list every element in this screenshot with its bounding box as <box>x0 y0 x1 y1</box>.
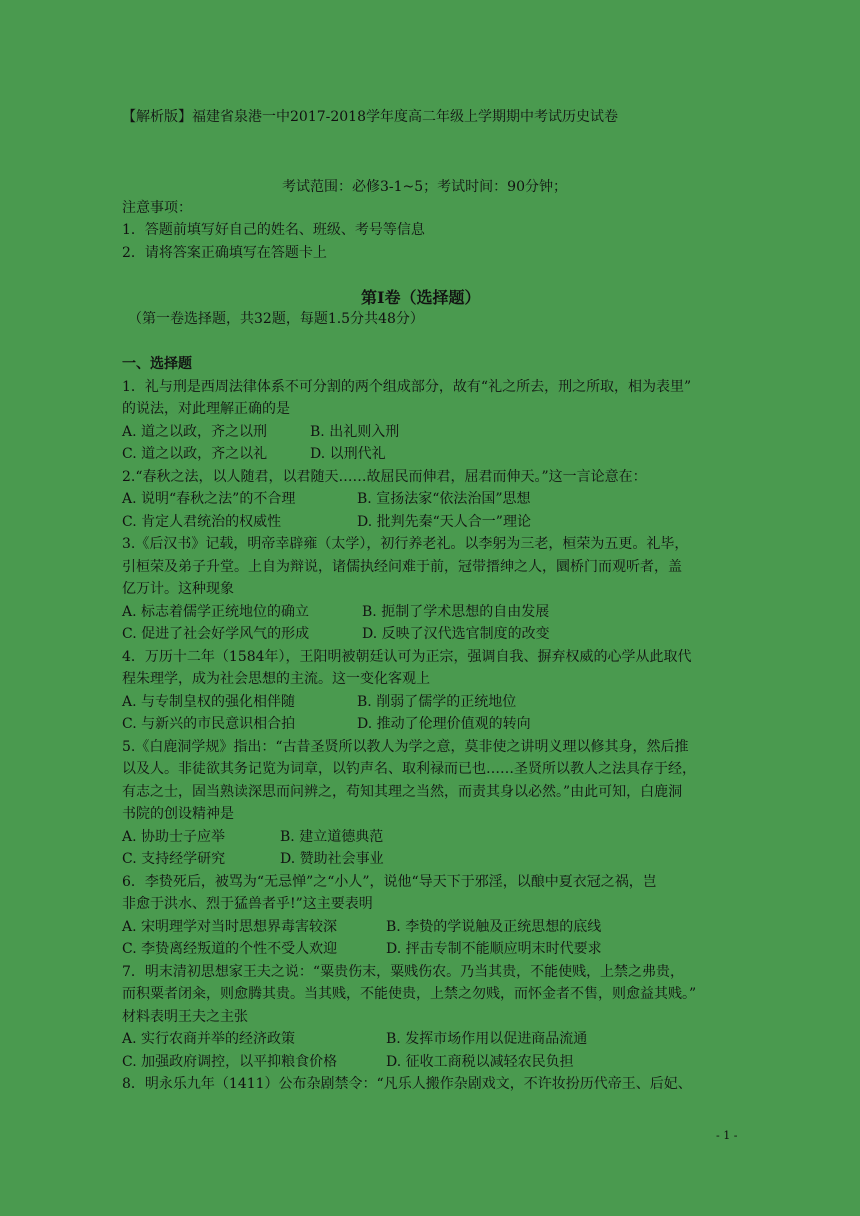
notice-item-2: 2．请将答案正确填写在答题卡上 <box>122 245 327 261</box>
question-5-option-a: A. 协助士子应举 <box>122 829 226 845</box>
question-1-option-b: B. 出礼则入刑 <box>310 424 400 440</box>
question-5-option-d: D. 赞助社会事业 <box>280 851 384 867</box>
question-4-option-a: A. 与专制皇权的强化相伴随 <box>122 694 296 710</box>
question-6-option-c: C. 李贽离经叛道的个性不受人欢迎 <box>122 941 338 957</box>
question-4-text: 程朱理学，成为社会思想的主流。这一变化客观上 <box>122 671 430 687</box>
question-1-text: 的说法，对此理解正确的是 <box>122 401 290 417</box>
question-8-text: 8．明永乐九年（1411）公布杂剧禁令：“凡乐人搬作杂剧戏文，不许妆扮历代帝王、后妃、 <box>122 1076 692 1092</box>
question-1-option-a: A. 道之以政，齐之以刑 <box>122 424 268 440</box>
question-5-text: 以及人。非徒欲其务记览为词章，以钓声名、取利禄而已也……圣贤所以教人之法具存于经， <box>122 761 696 777</box>
question-3-option-b: B. 扼制了学术思想的自由发展 <box>362 604 550 620</box>
question-7-text: 材料表明王夫之主张 <box>122 1009 248 1025</box>
question-3-text: 引桓荣及弟子升堂。上自为辩说，诸儒执经问难于前，冠带搢绅之人，圜桥门而观听者，盖 <box>122 559 682 575</box>
question-2-text: 2.“春秋之法，以人随君，以君随天……故屈民而伸君，屈君而伸天。”这一言论意在： <box>122 469 647 485</box>
document-title: 【解析版】福建省泉港一中2017-2018学年度高二年级上学期期中考试历史试卷 <box>122 109 618 125</box>
question-2-option-d: D. 批判先秦“天人合一”理论 <box>357 514 531 530</box>
question-3-option-d: D. 反映了汉代选官制度的改变 <box>362 626 550 642</box>
notice-heading: 注意事项： <box>122 200 192 216</box>
question-7-option-a: A. 实行农商并举的经济政策 <box>122 1031 296 1047</box>
question-3-text: 3.《后汉书》记载，明帝幸辟雍（太学），初行养老礼。以李躬为三老，桓荣为五更。礼毕， <box>122 536 689 552</box>
section-title: 第Ⅰ卷（选择题） <box>361 288 481 307</box>
question-1-option-d: D. 以刑代礼 <box>310 446 386 462</box>
question-4-option-b: B. 削弱了儒学的正统地位 <box>357 694 517 710</box>
question-4-option-d: D. 推动了伦理价值观的转向 <box>357 716 531 732</box>
question-5-option-c: C. 支持经学研究 <box>122 851 226 867</box>
question-6-option-b: B. 李贽的学说触及正统思想的底线 <box>386 919 602 935</box>
question-2-option-a: A. 说明“春秋之法”的不合理 <box>122 491 296 507</box>
question-7-text: 而积粟者闭籴，则愈腾其贵。当其贱，不能使贵，上禁之勿贱，而怀金者不售，则愈益其贱。” <box>122 986 697 1002</box>
section-subtitle: （第一卷选择题，共32题，每题1.5分共48分） <box>128 311 424 327</box>
question-6-option-a: A. 宋明理学对当时思想界毒害较深 <box>122 919 338 935</box>
question-5-text: 书院的创设精神是 <box>122 806 234 822</box>
question-1-text: 1．礼与刑是西周法律体系不可分割的两个组成部分，故有“礼之所去，刑之所取，相为表里” <box>122 379 692 395</box>
question-2-option-b: B. 宣扬法家“依法治国”思想 <box>357 491 531 507</box>
question-6-text: 非愈于洪水、烈于猛兽者乎!”这主要表明 <box>122 896 373 912</box>
exam-scope: 考试范围：必修3-1~5；考试时间：90分钟； <box>282 179 567 195</box>
question-6-option-d: D. 抨击专制不能顺应明末时代要求 <box>386 941 602 957</box>
question-7-option-d: D. 征收工商税以减轻农民负担 <box>386 1054 574 1070</box>
part-heading: 一、选择题 <box>122 356 192 372</box>
question-7-option-c: C. 加强政府调控，以平抑粮食价格 <box>122 1054 338 1070</box>
question-3-option-a: A. 标志着儒学正统地位的确立 <box>122 604 310 620</box>
question-1-option-c: C. 道之以政，齐之以礼 <box>122 446 268 462</box>
page-number: - 1 - <box>716 1129 738 1142</box>
question-3-option-c: C. 促进了社会好学风气的形成 <box>122 626 310 642</box>
question-5-option-b: B. 建立道德典范 <box>280 829 384 845</box>
question-7-text: 7．明末清初思想家王夫之说：“粟贵伤末，粟贱伤农。乃当其贵，不能使贱，上禁之弗贵， <box>122 964 685 980</box>
question-4-text: 4．万历十二年（1584年），王阳明被朝廷认可为正宗，强调自我、摒弃权威的心学从此取代 <box>122 649 692 665</box>
question-4-option-c: C. 与新兴的市民意识相合拍 <box>122 716 296 732</box>
question-6-text: 6．李贽死后，被骂为“无忌惮”之“小人”，说他“导天下于邪淫，以酿中夏衣冠之祸，岂 <box>122 874 657 890</box>
question-7-option-b: B. 发挥市场作用以促进商品流通 <box>386 1031 588 1047</box>
notice-item-1: 1．答题前填写好自己的姓名、班级、考号等信息 <box>122 222 425 238</box>
question-5-text: 有志之士，固当熟读深思而问辨之，苟知其理之当然，而责其身以必然。”由此可知，白鹿洞 <box>122 784 683 800</box>
question-2-option-c: C. 肯定人君统治的权威性 <box>122 514 282 530</box>
question-5-text: 5.《白鹿洞学规》指出：“古昔圣贤所以教人为学之意，莫非使之讲明义理以修其身，然后推 <box>122 739 689 755</box>
question-3-text: 亿万计。这种现象 <box>122 581 234 597</box>
